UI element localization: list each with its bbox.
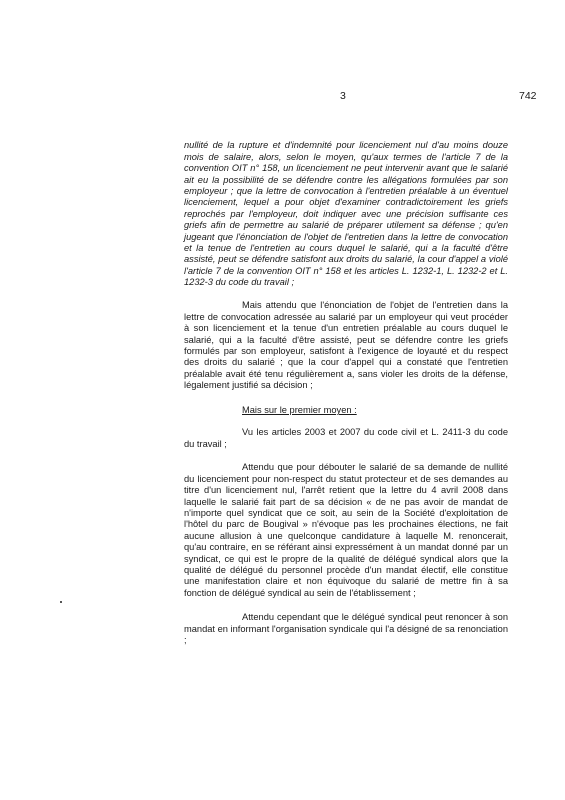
heading-premier-moyen — [184, 405, 508, 416]
margin-mark — [60, 601, 62, 603]
paragraph-visa: Vu les articles 2003 et 2007 du code civil et L. 2411-3 du code du travail ; — [184, 427, 508, 449]
paragraph-reponse-second-moyen: Mais attendu que l'énonciation de l'objet de l'entretien dans la lettre de convocation adressée au salarié par un employeur qui veut procéder à son licenciement et la tenue d'un entretien préalable au cours duquel le salarié, qui a la faculté d'être assisté, peut se défendre contre les griefs formulés par son employeur, satisfont à l'exigence de loyauté et du respect des droits du salarié ; que la cour d'appel qui a constaté que l'entretien préalable avait été tenu régulièrement a, sans violer les droits de la défense, légalement justifié sa décision ; — [184, 300, 508, 391]
heading-premier-moyen-label: Mais sur le premier moyen : — [242, 405, 357, 416]
page-number: 3 — [340, 90, 346, 102]
folio-number: 742 — [519, 90, 537, 102]
paragraph-attendu-arret: Attendu que pour débouter le salarié de sa demande de nullité du licenciement pour non-respect du statut protecteur et de ses demandes au titre d'un licenciement nul, l'arrêt retient que la lettre du 4 avril 2008 dans laquelle le salarié fait part de sa décision « de ne pas avoir de mandat de n'importe quel syndicat que ce soit, au sein de la Société d'exploitation de l'hôtel du parc de Bougival » n'évoque pas les prochaines élections, ne fait aucune allusion à une quelconque candidature à laquelle M. renoncerait, qu'au contraire, en se référant ainsi expressément à un mandat donné par un syndicat, ce qui est le propre de la qualité de délégué syndical alors que la qualité de délégué du personnel procède d'un mandat électif, elle constitue une manifestation claire et non équivoque du salarié de mettre fin à sa fonction de délégué syndical au sein de l'établissement ; — [184, 462, 508, 598]
paragraph-attendu-cependant: Attendu cependant que le délégué syndical peut renoncer à son mandat en informant l'organisation syndicale qui l'a désigné de sa renonciation ; — [184, 612, 508, 646]
paragraph-moyen-continuation: nullité de la rupture et d'indemnité pour licenciement nul d'au moins douze mois de salaire, alors, selon le moyen, qu'aux termes de l'article 7 de la convention OIT n° 158, un licenciement ne peut intervenir avant que le salarié ait eu la possibilité de se défendre contre les allégations formulées par son employeur ; que la lettre de convocation à l'entretien préalable à un éventuel licenciement, lequel a pour objet d'examiner contradictoirement les griefs reprochés par l'employeur, doit indiquer avec une précision suffisante ces griefs afin de permettre au salarié de préparer utilement sa défense ; qu'en jugeant que l'énonciation de l'objet de l'entretien dans la lettre de convocation et la tenue de l'entretien au cours duquel le salarié, qui a la faculté d'être assisté, peut se défendre satisfont aux droits du salarié, la cour d'appel a violé l'article 7 de la convention OIT n° 158 et les articles L. 1232-1, L. 1232-2 et L. 1232-3 du code du travail ; — [184, 140, 508, 288]
